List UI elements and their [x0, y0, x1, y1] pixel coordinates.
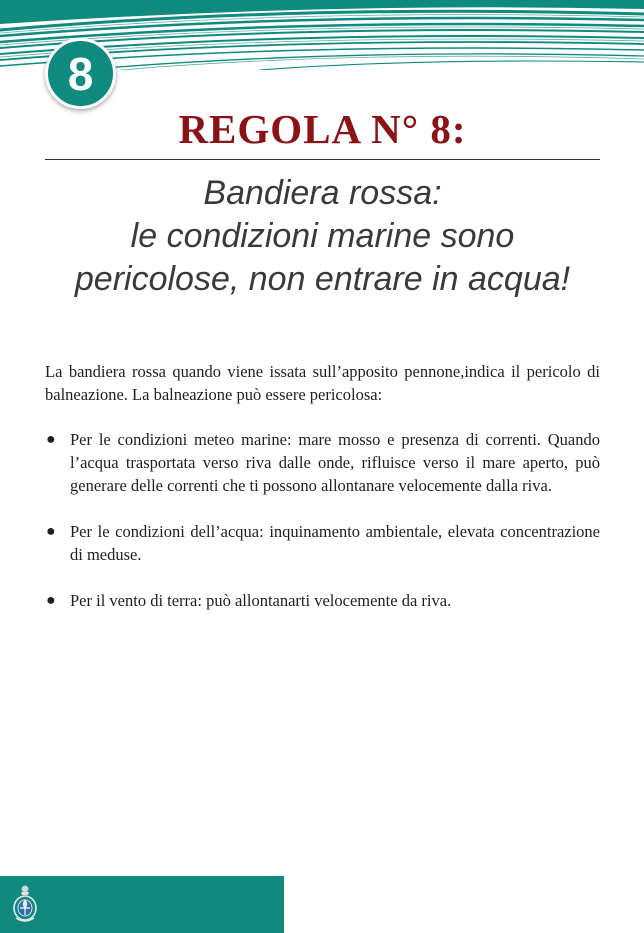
- subtitle-line: le condizioni marine sono: [130, 217, 515, 255]
- bullet-icon: ●: [46, 592, 56, 609]
- list-item-text: Per le condizioni meteo marine: mare mosso e presenza di correnti. Quando l’acqua trasportata verso riva dalle onde, rifluisce verso il mare aperto, può generare delle correnti che ti possono allontanare velocemente dalla riva.: [70, 430, 600, 495]
- rule-number: 8: [67, 47, 94, 100]
- list-item-text: Per le condizioni dell’acqua: inquinamento ambientale, elevata concentrazione di meduse.: [70, 522, 600, 564]
- bullet-icon: ●: [46, 431, 56, 448]
- bullet-icon: ●: [46, 523, 56, 540]
- danger-list: [45, 428, 600, 635]
- intro-paragraph: La bandiera rossa quando viene issata sull’apposito pennone,indica il pericolo di balneazione. La balneazione può essere pericolosa:: [45, 362, 600, 404]
- title-divider: [45, 159, 600, 160]
- subtitle-line: pericolose, non entrare in acqua!: [74, 260, 571, 298]
- coast-guard-emblem-icon: [10, 882, 40, 926]
- rule-number-badge: [45, 38, 116, 109]
- subtitle-line: Bandiera rossa:: [203, 174, 442, 212]
- list-item: [45, 589, 600, 612]
- list-item: [45, 428, 600, 497]
- list-item-text: Per il vento di terra: può allontanarti velocemente da riva.: [70, 591, 452, 610]
- rule-title: REGOLA N° 8:: [178, 106, 467, 152]
- list-item: [45, 520, 600, 566]
- rule-subtitle: [45, 172, 600, 301]
- footer-bar: [0, 876, 284, 933]
